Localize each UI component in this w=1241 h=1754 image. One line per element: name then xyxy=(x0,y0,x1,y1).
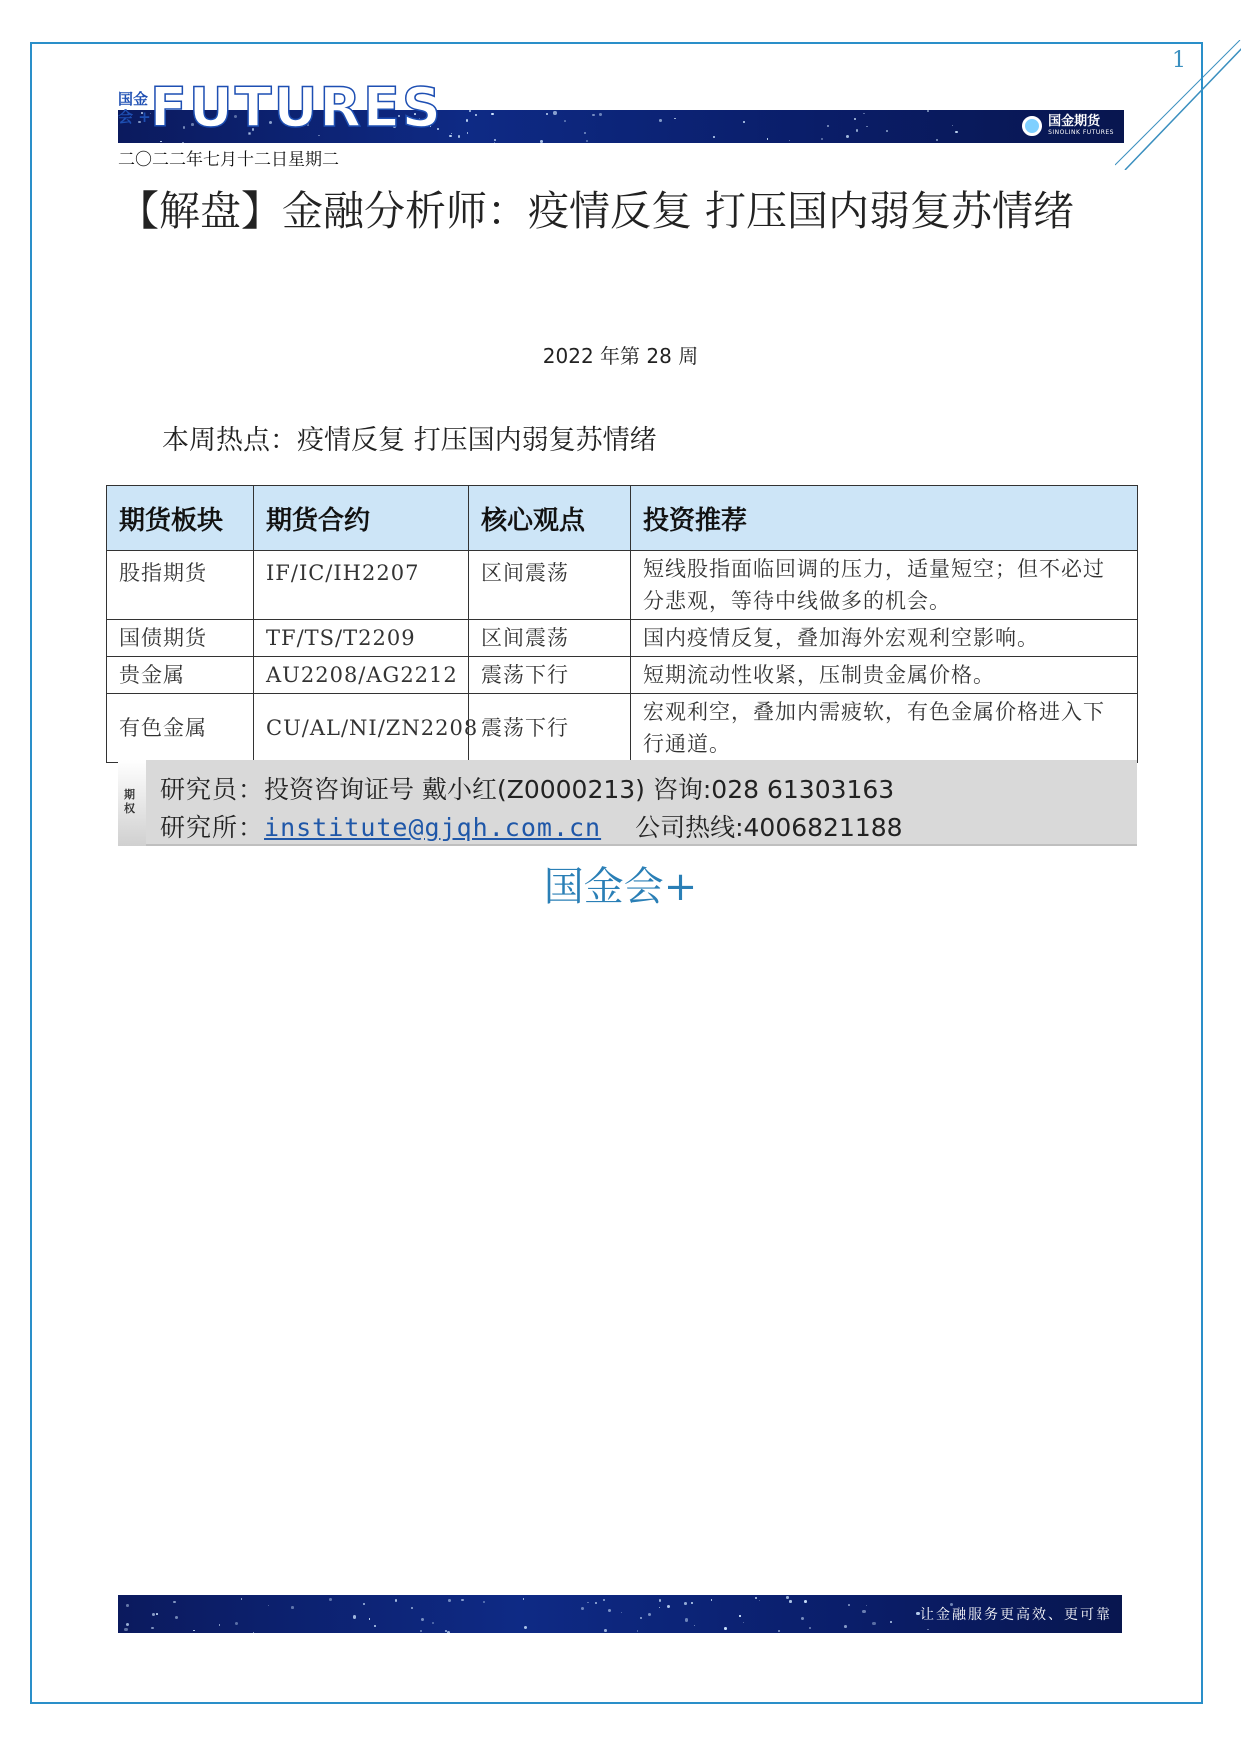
star-speck xyxy=(524,1626,527,1629)
star-speck xyxy=(713,136,715,138)
star-speck xyxy=(193,1630,194,1631)
star-speck xyxy=(848,1604,850,1606)
star-speck xyxy=(804,1600,807,1603)
star-speck xyxy=(475,114,477,116)
cell-view: 震荡下行 xyxy=(469,657,631,694)
star-speck xyxy=(447,1631,450,1633)
star-speck xyxy=(767,138,769,140)
star-speck xyxy=(637,1630,639,1632)
table-row xyxy=(107,657,1138,694)
star-speck xyxy=(421,1618,424,1621)
cell-sector: 股指期货 xyxy=(107,551,254,620)
star-speck xyxy=(786,1596,789,1599)
star-speck xyxy=(789,140,790,141)
star-speck xyxy=(724,1627,727,1630)
star-speck xyxy=(844,1625,847,1628)
star-speck xyxy=(156,1613,158,1615)
brand-mark-icon xyxy=(1022,116,1042,136)
star-speck xyxy=(608,1609,611,1612)
star-speck xyxy=(778,1630,780,1632)
star-speck xyxy=(586,140,588,142)
corner-decoration xyxy=(1115,40,1241,170)
header-date: 二〇二二年七月十二日星期二 xyxy=(118,150,339,170)
star-speck xyxy=(755,1597,757,1599)
star-speck xyxy=(395,1599,397,1601)
star-speck xyxy=(863,113,864,114)
star-speck xyxy=(458,135,461,138)
contact-box xyxy=(118,760,1137,846)
star-speck xyxy=(866,126,868,128)
star-speck xyxy=(955,131,957,133)
star-speck xyxy=(353,1615,356,1618)
company-hotline: 公司热线:4006821188 xyxy=(635,813,903,842)
star-speck xyxy=(603,1599,605,1601)
star-speck xyxy=(268,1605,269,1606)
table-row xyxy=(107,620,1138,657)
star-speck xyxy=(667,1605,670,1608)
star-speck xyxy=(253,1632,254,1633)
header-sector: 期货板块 xyxy=(107,486,254,551)
cell-sector: 贵金属 xyxy=(107,657,254,694)
star-speck xyxy=(684,1602,687,1605)
page-number: 1 xyxy=(1172,48,1186,73)
researcher-info: 投资咨询证号 戴小红(Z0000213) 咨询:028 61303163 xyxy=(264,775,895,804)
star-speck xyxy=(494,142,495,143)
header-recommendation: 投资推荐 xyxy=(631,486,1138,551)
star-speck xyxy=(219,1624,221,1626)
star-speck xyxy=(329,1598,332,1601)
star-speck xyxy=(743,121,745,123)
footer-banner xyxy=(118,1595,1122,1633)
star-speck xyxy=(564,120,566,122)
star-speck xyxy=(451,133,453,135)
star-speck xyxy=(674,118,675,119)
star-speck xyxy=(432,1622,434,1624)
cell-contract: AU2208/AG2212 xyxy=(254,657,469,694)
cell-recommendation: 短线股指面临回调的压力，适量短空；但不必过分悲观，等待中线做多的机会。 xyxy=(631,551,1138,620)
star-speck xyxy=(126,1604,129,1607)
star-speck xyxy=(890,1621,892,1623)
star-speck xyxy=(927,1629,928,1630)
star-speck xyxy=(182,142,184,143)
footer-slogan: 让金融服务更高效、更可靠 xyxy=(920,1607,1112,1623)
star-speck xyxy=(363,1603,365,1605)
footer-brand: 国金会+ xyxy=(543,864,698,910)
star-speck xyxy=(621,1612,622,1613)
cell-view: 区间震荡 xyxy=(469,551,631,620)
star-speck xyxy=(483,1601,485,1603)
star-speck xyxy=(604,1629,607,1632)
cell-view: 震荡下行 xyxy=(469,694,631,763)
star-speck xyxy=(595,1602,597,1604)
star-speck xyxy=(173,1601,175,1603)
star-speck xyxy=(523,1598,525,1600)
table-row xyxy=(107,694,1138,763)
star-speck xyxy=(640,1617,642,1619)
week-label: 2022 年第 28 周 xyxy=(542,344,699,368)
star-speck xyxy=(659,1607,660,1608)
star-speck xyxy=(540,140,543,143)
star-speck xyxy=(291,1606,294,1609)
cell-recommendation: 宏观利空，叠加内需疲软，有色金属价格进入下行通道。 xyxy=(631,694,1138,763)
cell-sector: 有色金属 xyxy=(107,694,254,763)
star-speck xyxy=(461,1599,464,1602)
institute-email-link[interactable]: institute@gjqh.com.cn xyxy=(264,813,602,842)
star-speck xyxy=(175,1616,178,1619)
star-speck xyxy=(584,132,586,134)
star-speck xyxy=(448,1599,451,1602)
star-speck xyxy=(827,125,829,127)
star-speck xyxy=(466,119,468,121)
star-speck xyxy=(927,110,929,112)
institute-label: 研究所： xyxy=(160,813,265,842)
institute-line xyxy=(160,808,903,844)
star-speck xyxy=(126,1623,129,1626)
star-speck xyxy=(801,1617,804,1620)
star-speck xyxy=(846,135,849,138)
star-speck xyxy=(886,130,888,132)
brand-logo xyxy=(1022,115,1114,136)
star-speck xyxy=(862,1610,865,1613)
header-view: 核心观点 xyxy=(469,486,631,551)
star-speck xyxy=(581,1607,584,1610)
logo-futures: FUTURES xyxy=(150,76,443,139)
star-speck xyxy=(587,1602,588,1603)
star-speck xyxy=(759,1600,760,1601)
star-speck xyxy=(152,1613,155,1616)
brand-subtitle: SINOLINK FUTURES xyxy=(1048,129,1114,136)
star-speck xyxy=(124,1628,127,1631)
star-speck xyxy=(711,1599,712,1600)
cell-sector: 国债期货 xyxy=(107,620,254,657)
star-speck xyxy=(160,141,161,142)
star-speck xyxy=(553,111,556,114)
star-speck xyxy=(599,113,602,116)
star-speck xyxy=(743,1622,744,1623)
star-speck xyxy=(872,1622,875,1625)
table-row xyxy=(107,551,1138,620)
recommendation-table xyxy=(106,485,1138,763)
star-speck xyxy=(952,125,953,126)
star-speck xyxy=(685,1618,688,1621)
star-speck xyxy=(592,114,594,116)
document-title: 【解盘】金融分析师：疫情反复 打压国内弱复苏情绪 xyxy=(118,187,1075,235)
star-speck xyxy=(411,1607,413,1609)
researcher-label: 研究员： xyxy=(160,775,265,804)
star-speck xyxy=(235,1622,238,1625)
star-speck xyxy=(420,1630,422,1632)
star-speck xyxy=(241,1598,242,1599)
star-speck xyxy=(691,1602,693,1604)
star-speck xyxy=(809,1627,811,1629)
star-speck xyxy=(854,118,857,121)
star-speck xyxy=(467,132,468,133)
star-speck xyxy=(546,113,548,115)
star-speck xyxy=(151,1627,154,1630)
star-speck xyxy=(491,113,493,115)
cell-contract: CU/AL/NI/ZN2208 xyxy=(254,694,469,763)
header-contract: 期货合约 xyxy=(254,486,469,551)
star-speck xyxy=(789,1600,791,1602)
contact-side-tab xyxy=(118,760,146,846)
cell-view: 区间震荡 xyxy=(469,620,631,657)
cell-recommendation: 短期流动性收紧，压制贵金属价格。 xyxy=(631,657,1138,694)
star-speck xyxy=(469,110,471,112)
star-speck xyxy=(449,135,452,138)
star-speck xyxy=(821,138,823,140)
star-speck xyxy=(659,1599,662,1602)
star-speck xyxy=(374,1625,376,1627)
cell-contract: TF/TS/T2209 xyxy=(254,620,469,657)
logo-cn: 国金会 + xyxy=(118,90,151,126)
star-speck xyxy=(648,1613,651,1616)
table-header-row xyxy=(107,486,1138,551)
star-speck xyxy=(369,1618,371,1620)
star-speck xyxy=(659,119,662,122)
star-speck xyxy=(694,1625,695,1626)
contact-side-label: 期权 xyxy=(124,788,135,815)
hot-topic: 本周热点：疫情反复 打压国内弱复苏情绪 xyxy=(162,425,657,456)
cell-recommendation: 国内疫情反复，叠加海外宏观利空影响。 xyxy=(631,620,1138,657)
brand-name: 国金期货 xyxy=(1048,114,1101,129)
researcher-line xyxy=(160,770,894,806)
star-speck xyxy=(739,1615,740,1616)
star-speck xyxy=(856,129,858,131)
cell-contract: IF/IC/IH2207 xyxy=(254,551,469,620)
star-speck xyxy=(866,1605,867,1606)
star-speck xyxy=(936,139,938,141)
